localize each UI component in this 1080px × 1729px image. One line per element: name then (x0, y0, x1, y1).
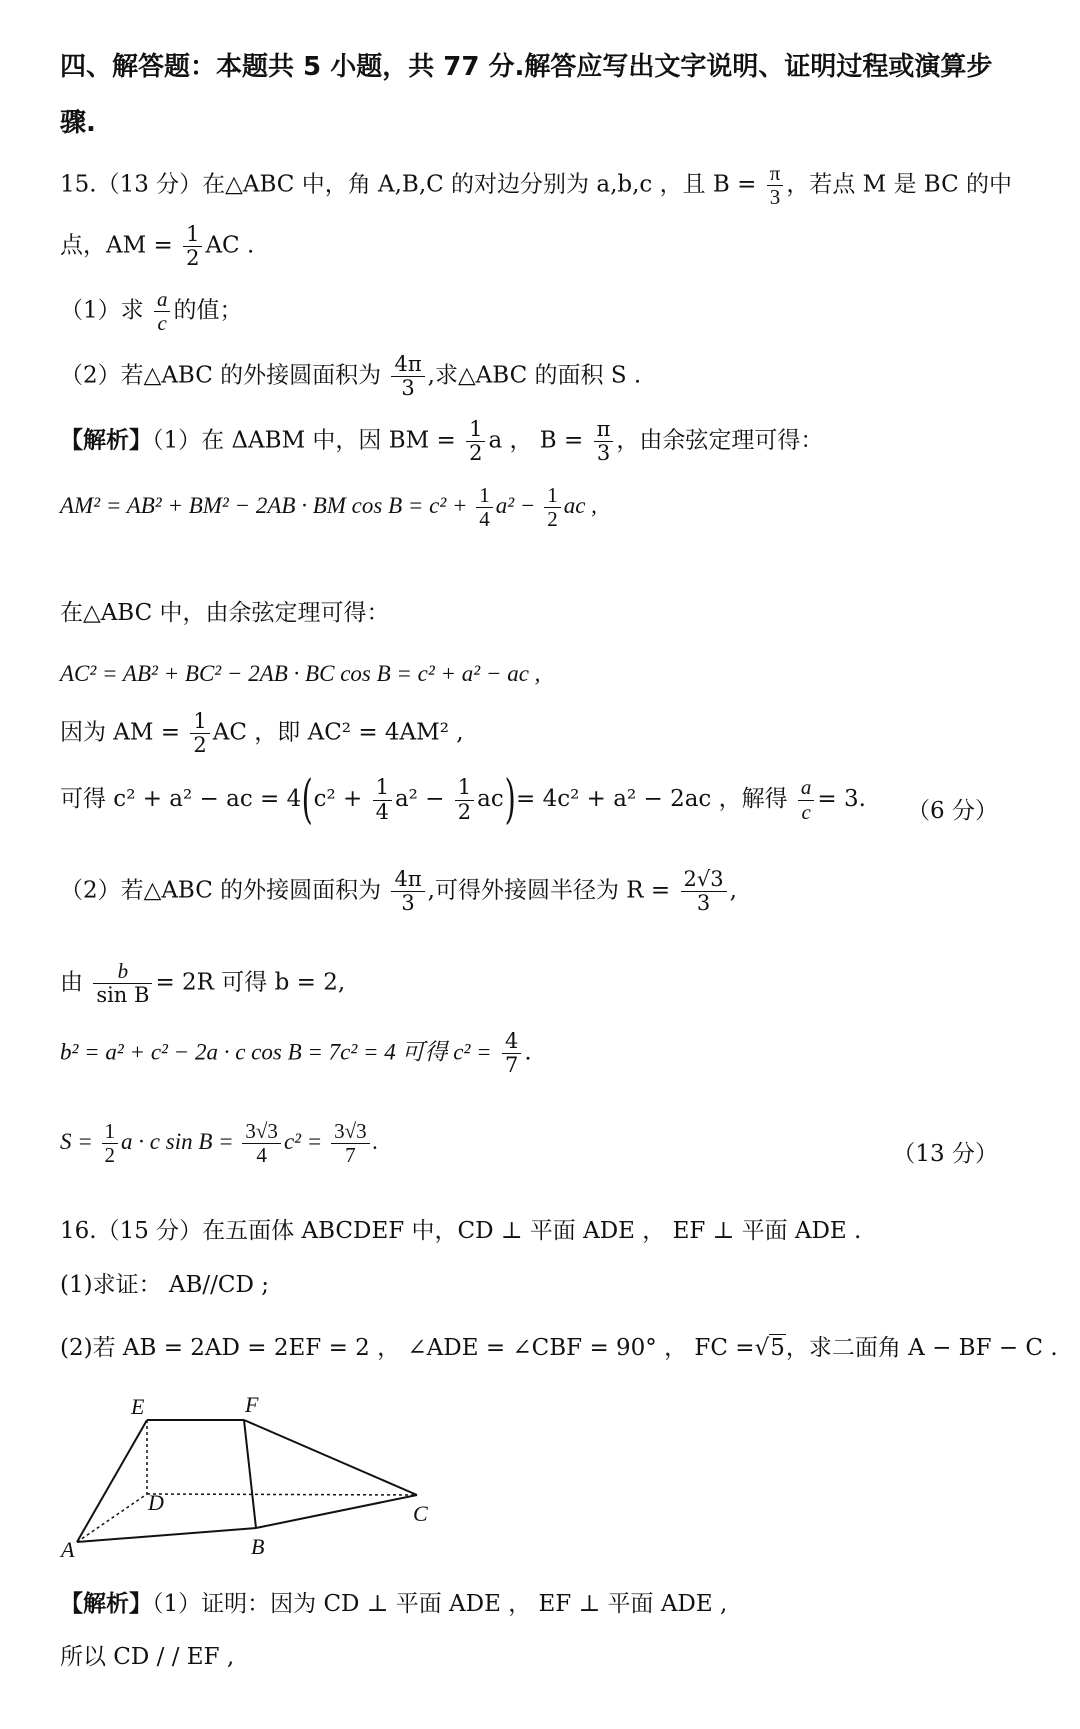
frac-den: 4 (256, 1143, 267, 1168)
frac-den: 2 (547, 507, 558, 532)
q15-part2 (60, 353, 641, 400)
fraction-b-sinB (93, 960, 152, 1007)
frac-den: 3 (596, 441, 611, 466)
edge-AD-hidden (77, 1494, 147, 1542)
label-A: A (61, 1537, 75, 1560)
sol2-text-c: ac , (563, 492, 597, 518)
frac-den: 2 (457, 799, 472, 824)
sol6-text-b: c² + (313, 786, 363, 812)
sol10-text: S = (60, 1128, 93, 1154)
edge-BC (256, 1495, 417, 1528)
frac-num: 3√3 (331, 1120, 370, 1144)
sol6-text-c: a² − (394, 786, 445, 812)
fraction-half (102, 1120, 119, 1167)
sol6-text: 可得 c² + a² − ac = 4 (60, 786, 302, 812)
q16-part1: (1)求证： AB//CD ; (60, 1272, 269, 1298)
frac-num: 1 (476, 484, 493, 508)
q15-stem-text: 在△ABC 中，角 A,B,C 的对边分别为 a,b,c ，且 B = (202, 171, 757, 198)
frac-num: 1 (102, 1120, 119, 1144)
frac-den: sin B (96, 983, 150, 1008)
q15-stem2-text: 点，AM = (60, 232, 173, 259)
points-6: （6 分） (907, 798, 998, 824)
q15-solution-line4: AC² = AB² + BC² − 2AB · BC cos B = c² + a² − ac , (60, 661, 541, 686)
fraction-4pi-3 (391, 868, 424, 915)
frac-num: 4π (391, 353, 424, 377)
sol1-text-c: ，由余弦定理可得： (616, 427, 824, 454)
frac-den: 3 (401, 891, 415, 916)
q15-stem2-text-b: AC . (205, 232, 255, 259)
sol10-text-b: a · c sin B = (121, 1128, 234, 1154)
fraction-a-c (798, 776, 815, 823)
sol8-text: 由 (60, 969, 83, 996)
fraction-1-2 (455, 776, 474, 823)
solution-tag: 【解析】 (60, 426, 152, 454)
q15-stem-line1 (60, 162, 1012, 209)
frac-num: 1 (183, 223, 202, 247)
sol7-text: （2）若△ABC 的外接圆面积为 (60, 877, 382, 904)
sol2-text: AM² = AB² + BM² − 2AB · BM cos B = c² + (60, 492, 468, 518)
frac-num: 4 (502, 1030, 521, 1054)
frac-num: 1 (455, 776, 474, 800)
sol2-text-b: a² − (495, 492, 536, 518)
frac-den: 2 (186, 246, 200, 271)
sol8-text-b: = 2R 可得 b = 2, (155, 969, 346, 996)
right-paren: ) (504, 770, 516, 830)
frac-num: 4π (391, 868, 424, 892)
fraction-3sqrt3-4 (242, 1120, 281, 1167)
points-13: （13 分） (892, 1141, 998, 1167)
frac-den: c (801, 799, 811, 824)
sol10-text-d: . (372, 1128, 379, 1154)
q16-part2-text-b: ，求二面角 A − BF − C . (785, 1335, 1058, 1361)
q15-solution-line9 (60, 1030, 532, 1077)
frac-num: π (594, 418, 614, 442)
frac-den: 2 (469, 441, 483, 466)
sol1-text: （1）在 ΔABM 中，因 BM = (152, 427, 456, 454)
label-C: C (413, 1501, 428, 1526)
fraction-1-4 (373, 776, 392, 823)
label-F: F (245, 1392, 259, 1417)
q16-part2 (60, 1335, 1058, 1363)
q15-solution-line7 (60, 868, 737, 915)
sol6-text-e: = 4c² + a² − 2ac ，解得 (516, 786, 788, 812)
fraction-4-7 (502, 1030, 521, 1077)
frac-num: 2√3 (681, 868, 727, 892)
q15-part2-text: （2）若△ABC 的外接圆面积为 (60, 362, 382, 389)
pentahedron-figure (55, 1390, 455, 1560)
fraction-half (466, 418, 485, 465)
sol1-text-b: a ， B = (488, 427, 584, 454)
frac-den: 7 (345, 1143, 356, 1168)
frac-den: 3 (769, 185, 781, 210)
frac-num: 3√3 (242, 1120, 281, 1144)
q16-part2-text: (2)若 AB = 2AD = 2EF = 2 ， ∠ADE = ∠CBF = 90° ， FC = (60, 1335, 755, 1361)
q16-stem: 16.（15 分）在五面体 ABCDEF 中，CD ⊥ 平面 ADE ， EF ⊥ 平面 ADE . (60, 1218, 862, 1244)
fraction-1-4 (476, 484, 493, 531)
left-paren: ( (301, 770, 313, 830)
q15-solution-line1 (60, 418, 823, 465)
sol5-text-b: AC ，即 AC² = 4AM² , (212, 719, 464, 746)
fraction-4pi-3 (391, 353, 424, 400)
q15-solution-line8 (60, 960, 345, 1007)
q15-part1 (60, 288, 242, 335)
sol9-text: b² = a² + c² − 2a · c cos B = 7c² = 4 可得 c² = (60, 1039, 492, 1065)
q15-number: 15.（13 分） (60, 171, 203, 198)
frac-num: b (93, 960, 152, 984)
sol5-text: 因为 AM = (60, 719, 181, 746)
q15-stem-line2 (60, 223, 254, 270)
fraction-a-c (154, 288, 171, 335)
edge-EA (77, 1420, 147, 1542)
frac-den: c (157, 311, 167, 336)
fraction-pi-3 (594, 418, 614, 465)
frac-num: 1 (544, 484, 561, 508)
fraction-3sqrt3-7 (331, 1120, 370, 1167)
q15-part2-text-b: ,求△ABC 的面积 S . (427, 362, 642, 389)
q15-solution-line2 (60, 484, 597, 531)
q15-solution-line5 (60, 710, 464, 757)
fraction-half (190, 710, 209, 757)
section-heading-cont: 骤. (60, 108, 96, 138)
section-heading: 四、解答题：本题共 5 小题，共 77 分.解答应写出文字说明、证明过程或演算步 (60, 52, 993, 82)
solution-tag: 【解析】 (60, 1590, 152, 1617)
q16-solution-line1 (60, 1590, 727, 1619)
edge-FC (244, 1420, 417, 1495)
q15-stem-text-b: ，若点 M 是 BC 的中 (786, 171, 1013, 198)
q15-part1-text: （1）求 (60, 297, 144, 324)
edge-FB (244, 1420, 256, 1528)
label-E: E (131, 1394, 145, 1419)
frac-den: 4 (375, 799, 389, 824)
sol6-text-d: ac (477, 786, 504, 812)
sol7-text-c: , (729, 877, 737, 904)
edge-DC-hidden (147, 1494, 417, 1495)
sol10-text-c: c² = (283, 1128, 323, 1154)
fraction-half (183, 223, 202, 270)
sol9-text-b: . (524, 1039, 532, 1066)
q15-part1-text-b: 的值； (173, 297, 243, 324)
frac-num: π (767, 162, 784, 186)
q15-solution-line3: 在△ABC 中，由余弦定理可得： (60, 600, 390, 626)
frac-den: 7 (504, 1053, 519, 1078)
edge-AB (77, 1528, 256, 1542)
q15-solution-line6 (60, 770, 866, 830)
q16-sol1-text: （1）证明：因为 CD ⊥ 平面 ADE ， EF ⊥ 平面 ADE , (152, 1591, 728, 1617)
frac-num: 1 (373, 776, 392, 800)
frac-num: 1 (466, 418, 485, 442)
sol6-text-f: = 3. (817, 786, 866, 812)
label-B: B (251, 1534, 265, 1559)
fraction-2sqrt3-3 (681, 868, 727, 915)
frac-num: 1 (190, 710, 209, 734)
sqrt-symbol: √ (754, 1335, 770, 1361)
frac-den: 4 (479, 507, 490, 532)
frac-den: 2 (193, 733, 207, 758)
frac-den: 3 (696, 891, 711, 916)
frac-den: 2 (104, 1143, 116, 1168)
fraction-1-2 (544, 484, 561, 531)
fraction-pi-3 (767, 162, 784, 209)
sqrt-radicand: 5 (770, 1335, 785, 1361)
frac-num: a (154, 288, 171, 312)
label-D: D (148, 1490, 164, 1515)
frac-num: a (798, 776, 815, 800)
q16-solution-line2: 所以 CD / / EF , (60, 1644, 235, 1670)
frac-den: 3 (401, 376, 415, 401)
sol7-text-b: ,可得外接圆半径为 R = (427, 877, 671, 904)
q15-solution-line10 (60, 1120, 378, 1167)
